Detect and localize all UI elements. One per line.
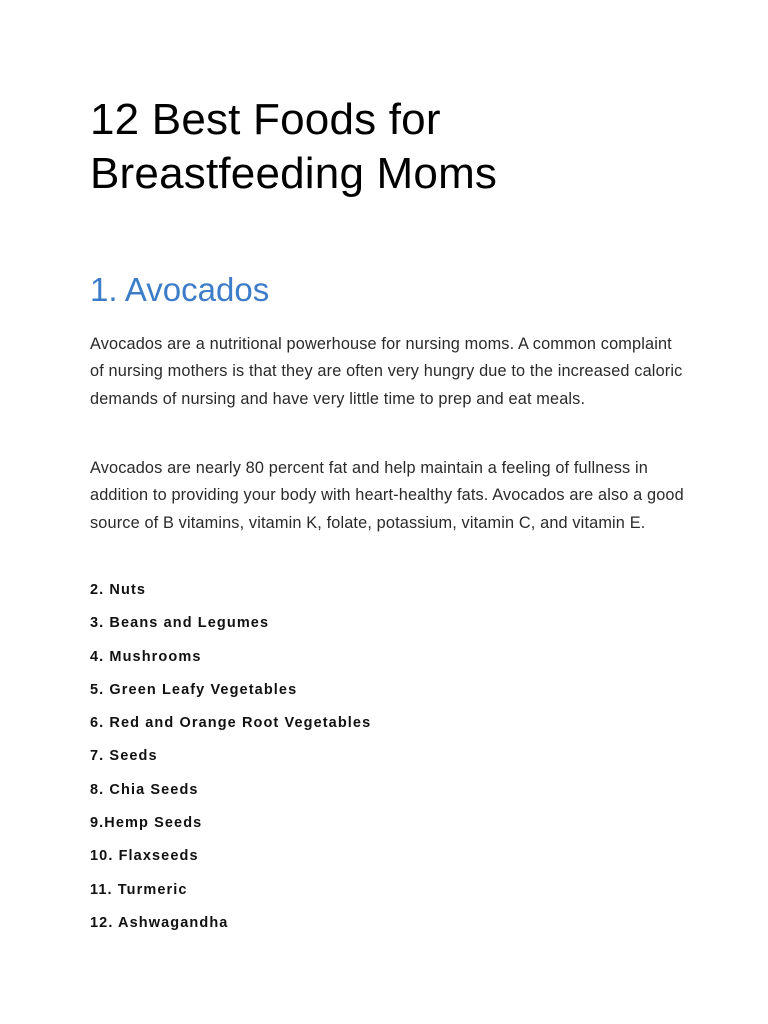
list-item-turmeric: 11. Turmeric bbox=[90, 881, 188, 898]
list-item-ashwagandha: 12. Ashwagandha bbox=[90, 914, 229, 931]
list-item-seeds: 7. Seeds bbox=[90, 748, 158, 765]
list-item-hemp-seeds: 9.Hemp Seeds bbox=[90, 815, 203, 832]
page-title bbox=[90, 93, 690, 201]
list-item-green-leafy-vegetables: 5. Green Leafy Vegetables bbox=[90, 681, 298, 698]
list-item-nuts: 2. Nuts bbox=[90, 582, 147, 598]
section-heading-avocados: 1. Avocados bbox=[90, 271, 270, 308]
list-item-flaxseeds: 10. Flaxseeds bbox=[90, 848, 199, 865]
food-list bbox=[90, 574, 371, 940]
title-line-2: Breastfeeding Moms bbox=[90, 149, 498, 198]
list-item-chia-seeds: 8. Chia Seeds bbox=[90, 781, 199, 798]
paragraph-avocados-intro: Avocados are a nutritional powerhouse for nursing moms. A common complaint of nursing mothers is that they are often very hungry due to the increased caloric demands of nursing and have very little time to prep and eat meals. bbox=[90, 335, 683, 408]
paragraph-avocados-nutrition: Avocados are nearly 80 percent fat and help maintain a feeling of fullness in addition to providing your body with heart-healthy fats. Avocados are also a good source of B vitamins, vitamin K, folate, potassium, vitamin C, and vitamin E. bbox=[90, 459, 684, 532]
title-line-1: 12 Best Foods for bbox=[90, 95, 441, 144]
list-item-root-vegetables: 6. Red and Orange Root Vegetables bbox=[90, 715, 372, 732]
list-item-beans-legumes: 3. Beans and Legumes bbox=[90, 615, 270, 632]
list-item-mushrooms: 4. Mushrooms bbox=[90, 648, 202, 665]
